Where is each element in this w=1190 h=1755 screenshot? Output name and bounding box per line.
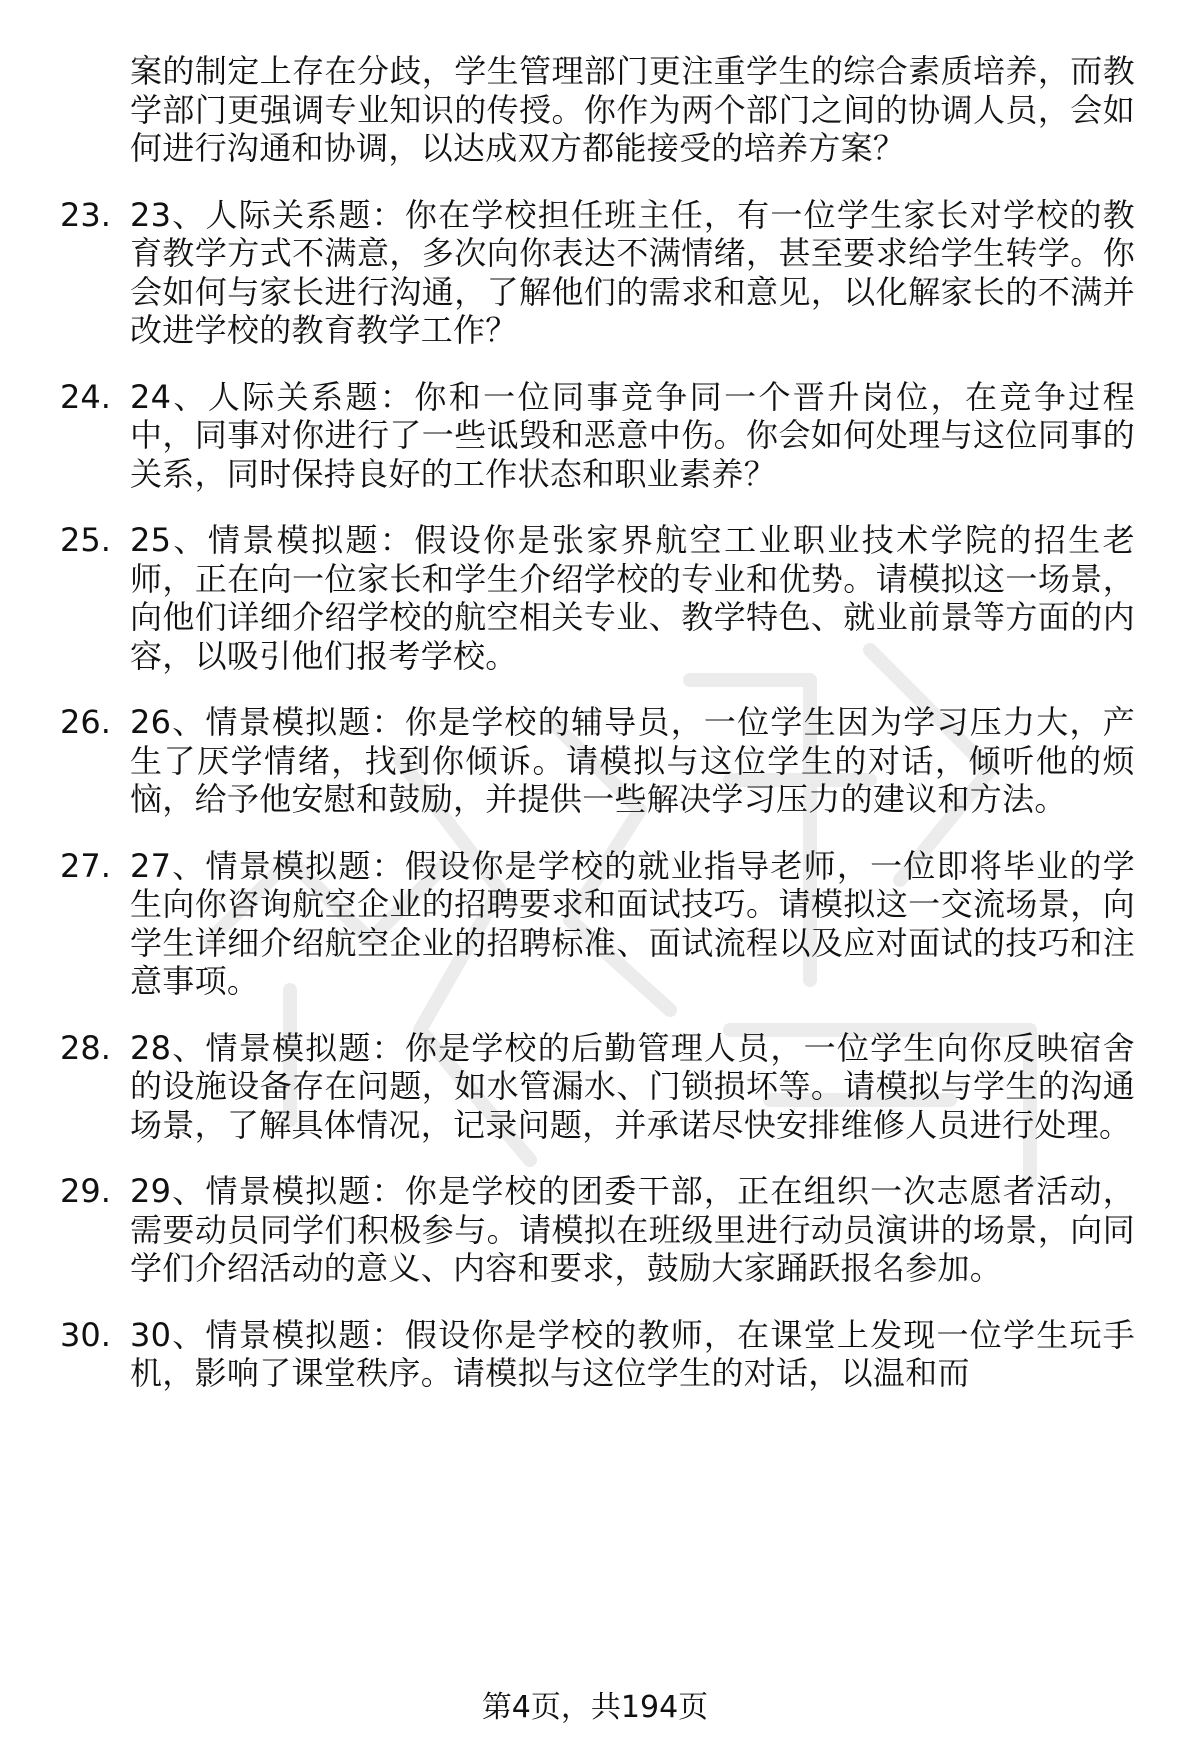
list-item [60, 847, 1150, 1001]
item-number: 26. [60, 703, 111, 741]
item-number: 24. [60, 377, 111, 416]
item-number: 28. [60, 1028, 111, 1067]
item-text: 23、人际关系题：你在学校担任班主任，有一位学生家长对学校的教育教学方式不满意，多次向你表达不满情绪，甚至要求给学生转学。你会如何与家长进行沟通，了解他们的需求和意见，以化解家长的不满并改进学校的教育教学工作？ [130, 195, 1135, 349]
list-item [60, 1316, 1150, 1393]
continued-text: 案的制定上存在分歧，学生管理部门更注重学生的综合素质培养，而教学部门更强调专业知识的传授。你作为两个部门之间的协调人员，会如何进行沟通和协调，以达成双方都能接受的培养方案？ [130, 52, 1135, 167]
list-item [60, 703, 1150, 819]
item-text: 25、情景模拟题：假设你是张家界航空工业职业技术学院的招生老师，正在向一位家长和学生介绍学校的专业和优势。请模拟这一场景，向他们详细介绍学校的航空相关专业、教学特色、就业前景等方面的内容，以吸引他们报考学校。 [130, 521, 1135, 675]
item-text: 30、情景模拟题：假设你是学校的教师，在课堂上发现一位学生玩手机，影响了课堂秩序。请模拟与这位学生的对话，以温和而 [130, 1315, 1135, 1392]
item-number: 27. [60, 846, 111, 885]
item-text: 28、情景模拟题：你是学校的后勤管理人员，一位学生向你反映宿舍的设施设备存在问题，如水管漏水、门锁损坏等。请模拟与学生的沟通场景，了解具体情况，记录问题，并承诺尽快安排维修人员进行处理。 [130, 1028, 1135, 1144]
list-item [60, 196, 1150, 350]
item-text: 27、情景模拟题：假设你是学校的就业指导老师，一位即将毕业的学生向你咨询航空企业的招聘要求和面试技巧。请模拟这一交流场景，向学生详细介绍航空企业的招聘标准、面试流程以及应对面试的技巧和注意事项。 [130, 846, 1135, 1000]
item-text: 29、情景模拟题：你是学校的团委干部，正在组织一次志愿者活动，需要动员同学们积极参与。请模拟在班级里进行动员演讲的场景，向同学们介绍活动的意义、内容和要求，鼓励大家踊跃报名参加。 [130, 1172, 1135, 1287]
question-list [60, 52, 1150, 1421]
list-item [60, 1172, 1150, 1288]
item-number: 25. [60, 521, 111, 559]
item-number: 29. [60, 1172, 111, 1210]
list-item [60, 521, 1150, 675]
item-number: 23. [60, 195, 111, 234]
page-footer: 第4页，共194页 [481, 1690, 709, 1725]
item-text: 24、人际关系题：你和一位同事竞争同一个晋升岗位，在竞争过程中，同事对你进行了一些诋毁和恶意中伤。你会如何处理与这位同事的关系，同时保持良好的工作状态和职业素养？ [130, 377, 1135, 493]
list-item [60, 378, 1150, 494]
item-text: 26、情景模拟题：你是学校的辅导员，一位学生因为学习压力大，产生了厌学情绪，找到你倾诉。请模拟与这位学生的对话，倾听他的烦恼，给予他安慰和鼓励，并提供一些解决学习压力的建议和方法。 [130, 703, 1135, 818]
list-item [60, 1029, 1150, 1145]
item-number: 30. [60, 1315, 111, 1354]
list-item-continued [60, 52, 1150, 168]
